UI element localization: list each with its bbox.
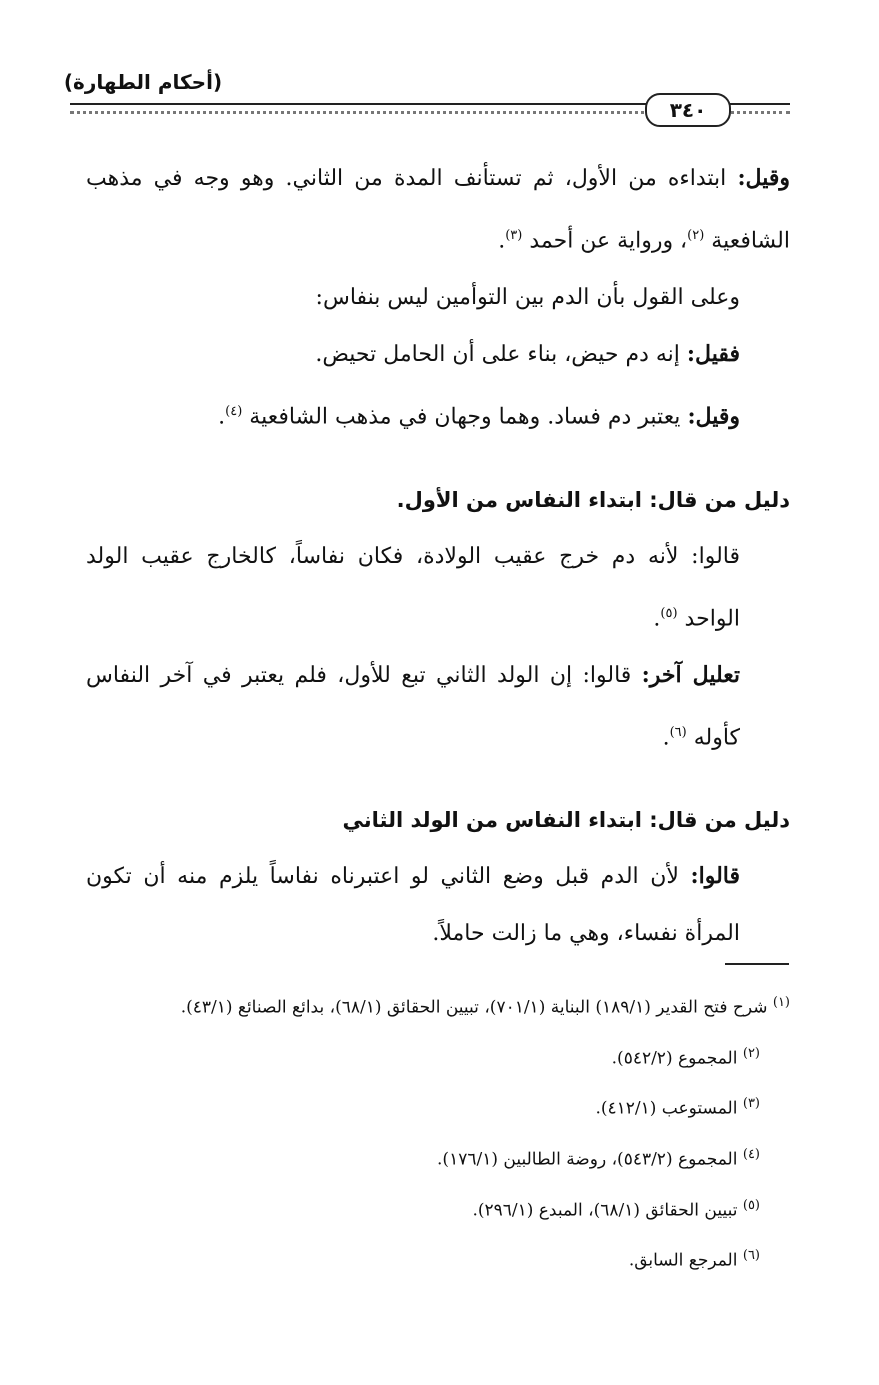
- paragraph-text: قالوا: لأنه دم خرج عقيب الولادة، فكان نفاساً، كالخارج عقيب الولد الواحد: [86, 543, 740, 631]
- paragraph-text: لأن الدم قبل وضع الثاني لو اعتبرناه نفاساً يلزم منه أن تكون المرأة نفساء، وهي ما زالت حاملاً.: [86, 864, 740, 947]
- footnote-6: [66, 1233, 790, 1284]
- paragraph-lead: تعليل آخر:: [641, 661, 740, 688]
- paragraph-text: ابتداءه من الأول، ثم تستأنف المدة من الثاني. وهو وجه في مذهب الشافعية: [86, 166, 790, 254]
- footnote-separator: [725, 963, 789, 965]
- paragraph-lead: وقيل:: [687, 403, 740, 430]
- paragraph-end: .: [662, 725, 670, 751]
- footnote-text: شرح فتح القدير (١٨٩/١) البناية (٧٠١/١)، تبيين الحقائق (٦٨/١)، بدائع الصنائع (٤٣/١).: [180, 997, 768, 1018]
- footnote-ref: (٦): [669, 724, 687, 740]
- running-header-title: (أحكام الطهارة): [63, 70, 223, 94]
- footnote-number: (٣): [742, 1096, 760, 1112]
- paragraph-lead: وقيل:: [737, 165, 790, 191]
- footnote-4: [66, 1132, 790, 1183]
- footnote-ref: (٣): [505, 228, 523, 243]
- footnote-3: [66, 1081, 790, 1132]
- main-text: [86, 150, 790, 962]
- paragraph-text: إنه دم حيض، بناء على أن الحامل تحيض.: [315, 342, 687, 368]
- footnote-5: [66, 1183, 790, 1234]
- paragraph-6: [86, 647, 790, 766]
- footnote-ref: (٢): [687, 228, 705, 243]
- paragraph-end: .: [498, 228, 506, 254]
- footnote-number: (٢): [742, 1045, 760, 1061]
- paragraph-3: [86, 326, 790, 383]
- paragraph-lead: فقيل:: [686, 341, 740, 368]
- paragraph-7: [86, 848, 790, 962]
- footnote-1: [66, 980, 790, 1031]
- paragraph-4: [86, 383, 790, 445]
- paragraph-1: [86, 150, 790, 269]
- footnote-text: المجموع (٥٤٣/٢)، روضة الطالبين (١٧٦/١).: [437, 1149, 738, 1170]
- page-number: ٣٤٠: [645, 93, 731, 127]
- footnote-text: المستوعب (٤١٢/١).: [595, 1098, 738, 1119]
- footnote-text: المجموع (٥٤٢/٢).: [611, 1048, 738, 1069]
- paragraph-5: [86, 528, 790, 647]
- footnotes: [66, 980, 790, 1284]
- paragraph-end: .: [218, 404, 226, 430]
- footnote-number: (٤): [742, 1146, 760, 1162]
- footnote-2: [66, 1031, 790, 1082]
- paragraph-text: يعتبر دم فساد. وهما وجهان في مذهب الشافعية: [242, 404, 688, 430]
- paragraph-text: قالوا: إن الولد الثاني تبع للأول، فلم يعتبر في آخر النفاس كأوله: [86, 662, 740, 751]
- footnote-text: المرجع السابق.: [628, 1250, 738, 1271]
- paragraph-end: .: [653, 605, 661, 631]
- footnote-ref: (٤): [225, 404, 243, 420]
- footnote-number: (٦): [742, 1248, 760, 1264]
- paragraph-lead: قالوا:: [690, 863, 740, 890]
- paragraph-2: وعلى القول بأن الدم بين التوأمين ليس بنفاس:: [315, 285, 740, 311]
- section-heading-1: دليل من قال: ابتداء النفاس من الأول.: [396, 487, 790, 512]
- paragraph-text: ، ورواية عن أحمد: [522, 228, 688, 254]
- footnote-text: تبيين الحقائق (٦٨/١)، المبدع (٢٩٦/١).: [472, 1200, 738, 1221]
- section-heading-2: دليل من قال: ابتداء النفاس من الولد الثاني: [342, 808, 790, 833]
- footnote-number: (١): [772, 995, 790, 1010]
- footnote-number: (٥): [742, 1197, 760, 1213]
- footnote-ref: (٥): [660, 605, 678, 621]
